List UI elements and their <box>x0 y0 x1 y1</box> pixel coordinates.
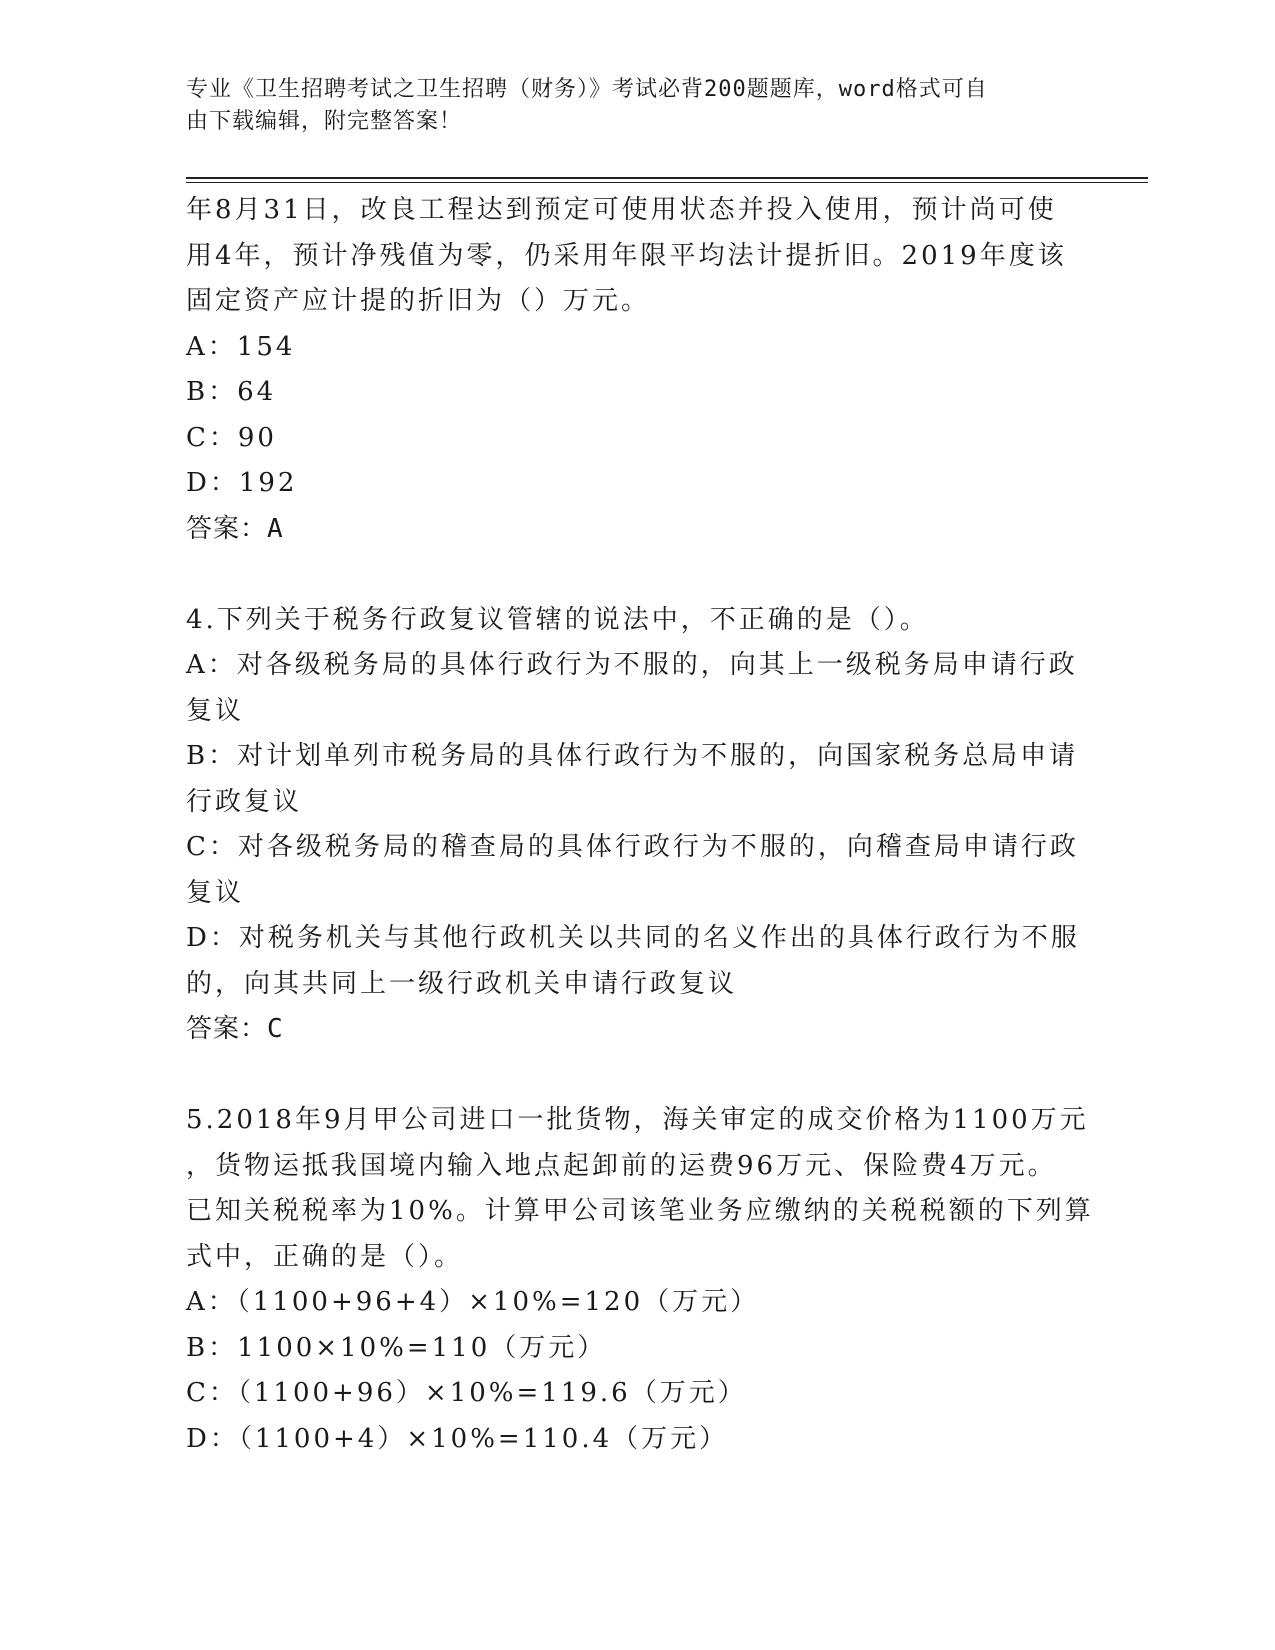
option-a: A：154 <box>186 331 296 362</box>
question-5 <box>186 1098 1094 1462</box>
option-b: B：64 <box>186 377 277 407</box>
document-body <box>186 188 1094 1462</box>
option-d: D：（1100+4）×10%=110.4（万元） <box>186 1423 729 1454</box>
option-a: A：（1100+96+4）×10%=120（万元） <box>186 1287 760 1317</box>
header-divider <box>186 177 1148 179</box>
question-stem-line: 已知关税税率为10%。计算甲公司该笔业务应缴纳的关税税额的下列算 <box>186 1196 1094 1226</box>
option-c: C：90 <box>186 422 277 453</box>
question-stem-line: 用4年，预计净残值为零，仍采用年限平均法计提折旧。2019年度该 <box>186 240 1067 271</box>
spacer <box>186 1053 1086 1099</box>
option-b: B：对计划单列市税务局的具体行政行为不服的，向国家税务总局申请 <box>186 741 1079 771</box>
option-c: C：（1100+96）×10%=119.6（万元） <box>186 1378 747 1408</box>
option-b-cont: 行政复议 <box>186 786 303 817</box>
option-b: B：1100×10%=110（万元） <box>186 1332 607 1363</box>
question-stem-line: 式中，正确的是（）。 <box>186 1241 464 1272</box>
option-d-cont: 的，向其共同上一级行政机关申请行政复议 <box>186 968 738 999</box>
question-stem-line: ，货物运抵我国境内输入地点起卸前的运费96万元、保险费4万元。 <box>186 1150 1057 1181</box>
header-line-2: 由下载编辑，附完整答案！ <box>186 109 463 134</box>
question-4 <box>186 598 1086 1053</box>
header-line-1: 专业《卫生招聘考试之卫生招聘（财务）》考试必背200题题库，word格式可自 <box>186 77 988 102</box>
option-d: D：对税务机关与其他行政机关以共同的名义作出的具体行政行为不服 <box>186 923 1080 953</box>
option-a-cont: 复议 <box>186 695 245 726</box>
question-stem-line: 4.下列关于税务行政复议管辖的说法中，不正确的是（）。 <box>186 604 929 635</box>
question-stem-line: 固定资产应计提的折旧为（）万元。 <box>186 286 651 316</box>
header-divider-thin <box>186 182 1148 183</box>
question-stem-line: 5.2018年9月甲公司进口一批货物，海关审定的成交价格为1100万元 <box>186 1105 1089 1135</box>
option-c-cont: 复议 <box>186 877 245 908</box>
option-a: A：对各级税务局的具体行政行为不服的，向其上一级税务局申请行政 <box>186 650 1078 680</box>
option-c: C：对各级税务局的稽查局的具体行政行为不服的，向稽查局申请行政 <box>186 832 1079 862</box>
answer: 答案：A <box>186 513 284 544</box>
document-header <box>186 74 1066 138</box>
option-d: D：192 <box>186 468 298 498</box>
question-3 <box>186 188 1086 552</box>
question-stem-line: 年8月31日，改良工程达到预定可使用状态并投入使用，预计尚可使 <box>186 195 1057 225</box>
answer: 答案：C <box>186 1014 284 1044</box>
spacer <box>186 552 1086 598</box>
